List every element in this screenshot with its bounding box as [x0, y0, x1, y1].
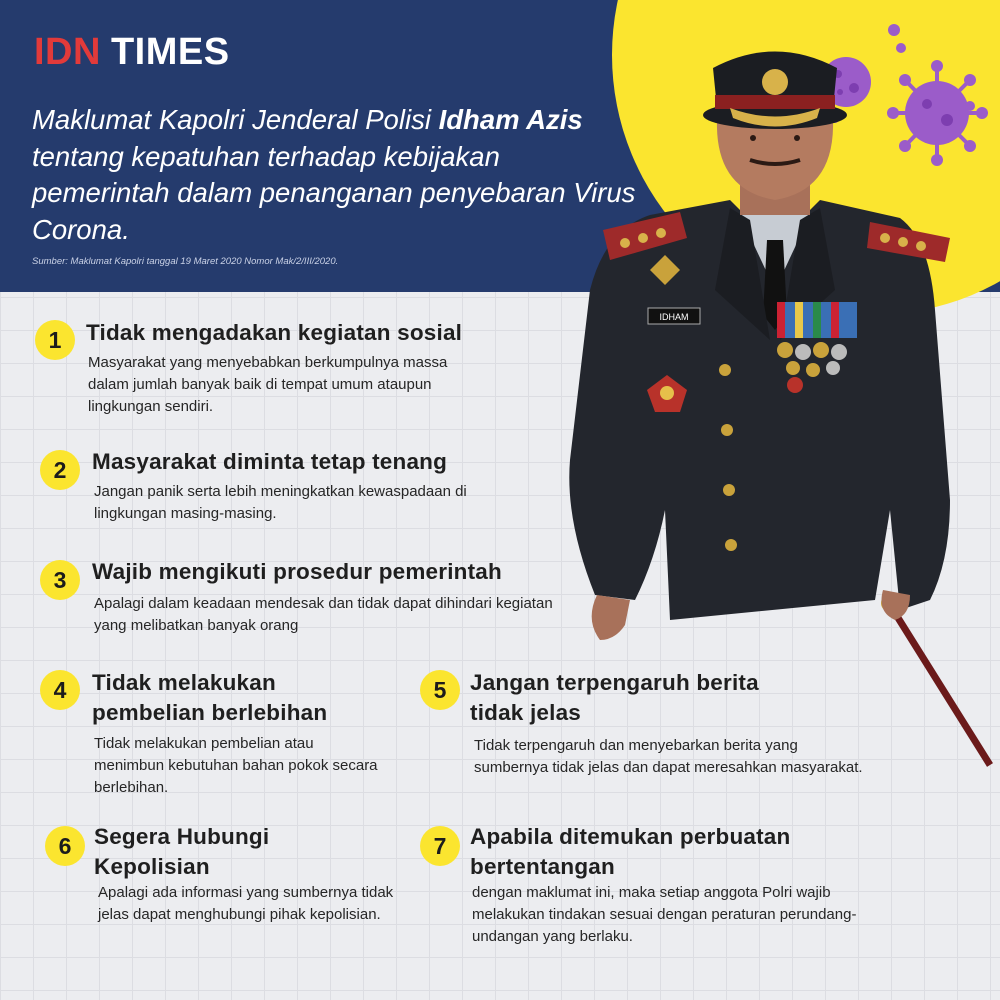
item-number-badge: 2 [40, 450, 80, 490]
item-number-badge: 3 [40, 560, 80, 600]
item-description: dengan maklumat ini, maka setiap anggota Polri wajib melakukan tindakan sesuai dengan peraturan perundang-undangan yang berlaku. [472, 884, 857, 945]
item-description: Tidak terpengaruh dan menyebarkan berita yang sumbernya tidak jelas dan dapat meresahkan masyarakat. [474, 737, 863, 776]
headline-post: tentang kepatuhan terhadap kebijakan pemerintah dalam penanganan penyebaran Virus Corona. [32, 140, 636, 245]
logo-times: TIMES [110, 30, 230, 73]
idn-times-logo [34, 32, 230, 72]
item-description: Apalagi dalam keadaan mendesak dan tidak dapat dihindari kegiatan yang melibatkan banyak orang [94, 595, 553, 634]
item-number-badge: 4 [40, 670, 80, 710]
item-number-badge: 5 [420, 670, 460, 710]
headline [32, 102, 642, 248]
source-note: Sumber: Maklumat Kapolri tanggal 19 Maret 2020 Nomor Mak/2/III/2020. [32, 256, 339, 267]
item-title: Masyarakat diminta tetap tenang [92, 449, 448, 474]
item-description: Tidak melakukan pembelian atau menimbun kebutuhan bahan pokok secara berlebihan. [94, 735, 378, 796]
officer-name-tag: IDHAM [659, 312, 689, 322]
item-description: Masyarakat yang menyebabkan berkumpulnya massa dalam jumlah banyak baik di tempat umum ataupun lingkungan sendiri. [88, 354, 448, 415]
item-title: Segera Hubungi Kepolisian [94, 824, 270, 879]
logo-idn: IDN [34, 30, 101, 73]
item-description: Apalagi ada informasi yang sumbernya tidak jelas dapat menghubungi pihak kepolisian. [98, 884, 394, 923]
headline-pre: Maklumat Kapolri Jenderal Polisi [32, 104, 439, 135]
virus-dot-icon [884, 20, 904, 40]
item-title: Jangan terpengaruh berita tidak jelas [470, 670, 759, 725]
item-title: Wajib mengikuti prosedur pemerintah [92, 559, 502, 584]
item-title: Apabila ditemukan perbuatan bertentangan [470, 824, 791, 879]
item-number-badge: 1 [35, 320, 75, 360]
item-number-badge: 7 [420, 826, 460, 866]
item-number-badge: 6 [45, 826, 85, 866]
item-title: Tidak mengadakan kegiatan sosial [86, 320, 463, 345]
item-description: Jangan panik serta lebih meningkatkan kewaspadaan di lingkungan masing-masing. [94, 483, 467, 522]
item-title: Tidak melakukan pembelian berlebihan [92, 670, 328, 725]
headline-bold: Idham Azis [438, 104, 583, 135]
